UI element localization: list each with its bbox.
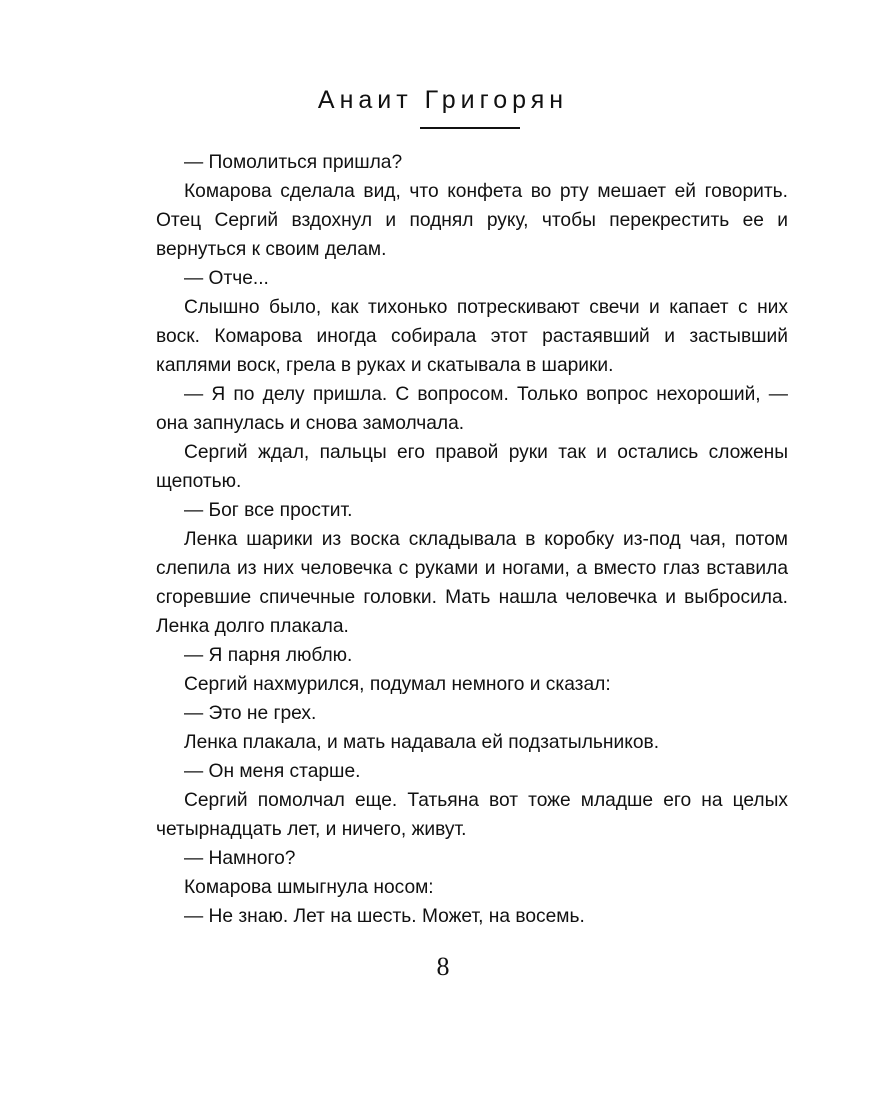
paragraph: — Бог все простит. xyxy=(184,500,353,521)
header-rule xyxy=(420,127,520,129)
paragraph: Ленка шарики из воска складывала в коробку из-под чая, потом слепила из них человечка с руками и ногами, а вместо глаз вставила сгоревшие спичечные головки. Мать нашла человечка и выбросила. Ленка долго плакала. xyxy=(156,529,788,637)
author-name: Анаит Григорян xyxy=(317,86,569,114)
paragraph: Ленка плакала, и мать надавала ей подзатыльников. xyxy=(184,732,660,753)
paragraph: — Не знаю. Лет на шесть. Может, на восемь. xyxy=(184,906,585,927)
paragraph: Комарова шмыгнула носом: xyxy=(184,877,434,898)
page-number: 8 xyxy=(436,952,450,981)
paragraph: — Это не грех. xyxy=(184,703,317,724)
paragraph: Сергий нахмурился, подумал немного и сказал: xyxy=(184,674,611,695)
paragraph: — Отче... xyxy=(184,268,269,289)
paragraph: — Он меня старше. xyxy=(184,761,361,782)
paragraph: Сергий помолчал еще. Татьяна вот тоже младше его на целых четырнадцать лет, и ничего, живут. xyxy=(156,790,788,840)
paragraph: — Я парня люблю. xyxy=(184,645,353,666)
paragraph: — Намного? xyxy=(184,848,296,869)
paragraph: Слышно было, как тихонько потрескивают свечи и капает с них воск. Комарова иногда собирала этот растаявший и застывший каплями воск, грела в руках и скатывала в шарики. xyxy=(156,297,788,376)
paragraph: — Я по делу пришла. С вопросом. Только вопрос нехороший, — она запнулась и снова замолчала. xyxy=(156,384,788,434)
paragraph: — Помолиться пришла? xyxy=(184,152,403,173)
paragraph: Комарова сделала вид, что конфета во рту мешает ей говорить. Отец Сергий вздохнул и поднял руку, чтобы перекрестить ее и вернуться к своим делам. xyxy=(156,181,788,260)
running-header xyxy=(0,86,886,115)
paragraph: Сергий ждал, пальцы его правой руки так и остались сложены щепотью. xyxy=(156,442,788,492)
body-text xyxy=(156,148,788,931)
